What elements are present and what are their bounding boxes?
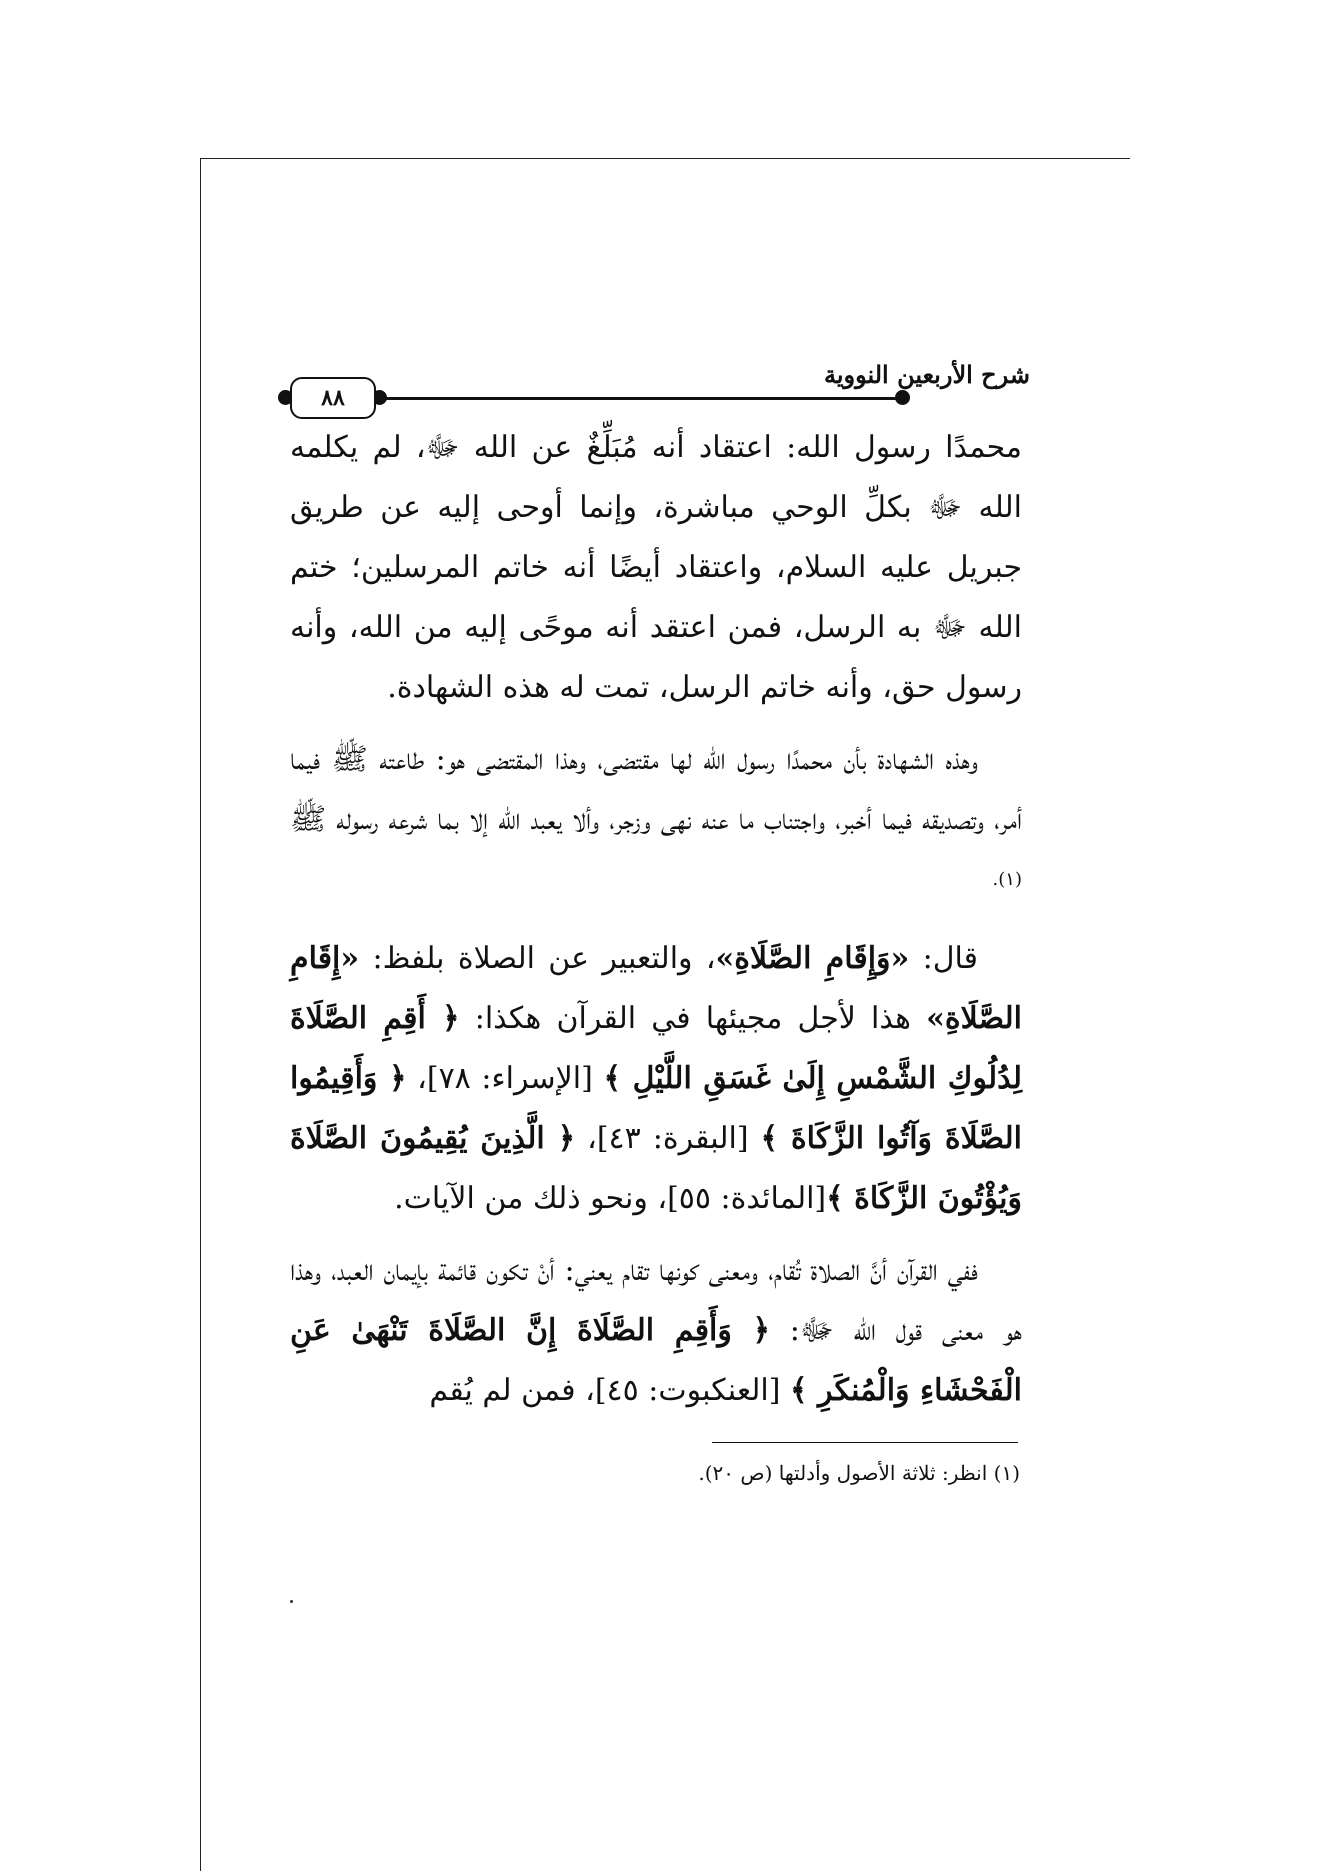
paragraph-2-text: وهذه الشهادة بأن محمدًا رسول الله لها مقتضى، وهذا المقتضى هو: طاعته ﷺ فيما أمر، وتصديقه فيما أخبر، واجتناب ما عنه نهى وزجر، وألا يعبد الله إلا بما شرعه رسوله ﷺ bbox=[290, 742, 1022, 837]
crop-mark-top bbox=[200, 158, 1130, 159]
verse-1: ﴿ أَقِمِ الصَّلَاةَ لِدُلُوكِ الشَّمْسِ إِلَىٰ غَسَقِ اللَّيْلِ ﴾ bbox=[290, 1001, 1022, 1096]
verse-4-ref: [العنكبوت: ٤٥]، فمن لم يُقم bbox=[429, 1373, 791, 1408]
footnote: (١) انظر: ثلاثة الأصول وأدلتها (ص ٢٠). bbox=[698, 1461, 1020, 1485]
paragraph-1: محمدًا رسول الله: اعتقاد أنه مُبَلِّغٌ عن الله ﷻ، لم يكلمه الله ﷻ بكلِّ الوحي مباشرة، وإنما أوحى إليه عن طريق جبريل عليه السلام، واعتقاد أيضًا أنه خاتم المرسلين؛ ختم الله ﷻ به الرسل، فمن اعتقد أنه موحًى إليه من الله، وأنه رسول حق، وأنه خاتم الرسل، تمت له هذه الشهادة. bbox=[290, 430, 1022, 705]
verse-2-ref: [البقرة: ٤٣]، bbox=[575, 1121, 761, 1156]
paragraph-3-text-1: ، والتعبير عن الصلاة بلفظ: bbox=[359, 941, 716, 976]
crop-mark-left bbox=[200, 158, 201, 1871]
paragraph-3-text-2: هذا لأجل مجيئها في القرآن هكذا: bbox=[459, 1001, 927, 1036]
page-number: ٨٨ bbox=[321, 385, 345, 411]
verse-3: ﴿ الَّذِينَ يُقِيمُونَ الصَّلَاةَ وَيُؤْتُونَ الزَّكَاةَ ﴾ bbox=[290, 1121, 1022, 1216]
running-title: شرح الأربعين النووية bbox=[823, 360, 1030, 389]
hadith-quote-2: «إِقَامِ الصَّلَاةِ» bbox=[290, 941, 1023, 1036]
header-rule-right-dot bbox=[895, 390, 910, 405]
paragraph-4 bbox=[290, 1241, 1022, 1421]
footnote-ref[interactable]: (١). bbox=[992, 869, 1022, 890]
verse-1-ref: [الإسراء: ٧٨]، bbox=[406, 1061, 604, 1096]
main-text bbox=[290, 418, 1022, 1421]
paragraph-3-lead: قال: bbox=[909, 941, 979, 976]
verse-4: ﴿ وَأَقِمِ الصَّلَاةَ إِنَّ الصَّلَاةَ تَنْهَىٰ عَنِ الْفَحْشَاءِ وَالْمُنكَرِ ﴾ bbox=[290, 1313, 1022, 1408]
page-header bbox=[270, 350, 1030, 420]
paragraph-3 bbox=[290, 929, 1022, 1229]
footnote-rule bbox=[712, 1442, 1018, 1443]
paragraph-2 bbox=[290, 730, 1022, 917]
hadith-quote-1: «وَإِقَامِ الصَّلَاةِ» bbox=[715, 941, 910, 976]
verse-2: ﴿ وَأَقِيمُوا الصَّلَاةَ وَآتُوا الزَّكَاةَ ﴾ bbox=[290, 1061, 1023, 1156]
paragraph-4-text-1: ففي القرآن أنَّ الصلاة تُقام، ومعنى كونها تقام يعني: أنْ تكون قائمة بإيمان العبد، وهذا هو معنى قول الله ﷻ: bbox=[290, 1253, 1022, 1348]
page-number-box bbox=[290, 377, 376, 419]
scan-speck bbox=[290, 1600, 293, 1603]
verse-3-ref: [المائدة: ٥٥]، ونحو ذلك من الآيات. bbox=[394, 1181, 827, 1216]
